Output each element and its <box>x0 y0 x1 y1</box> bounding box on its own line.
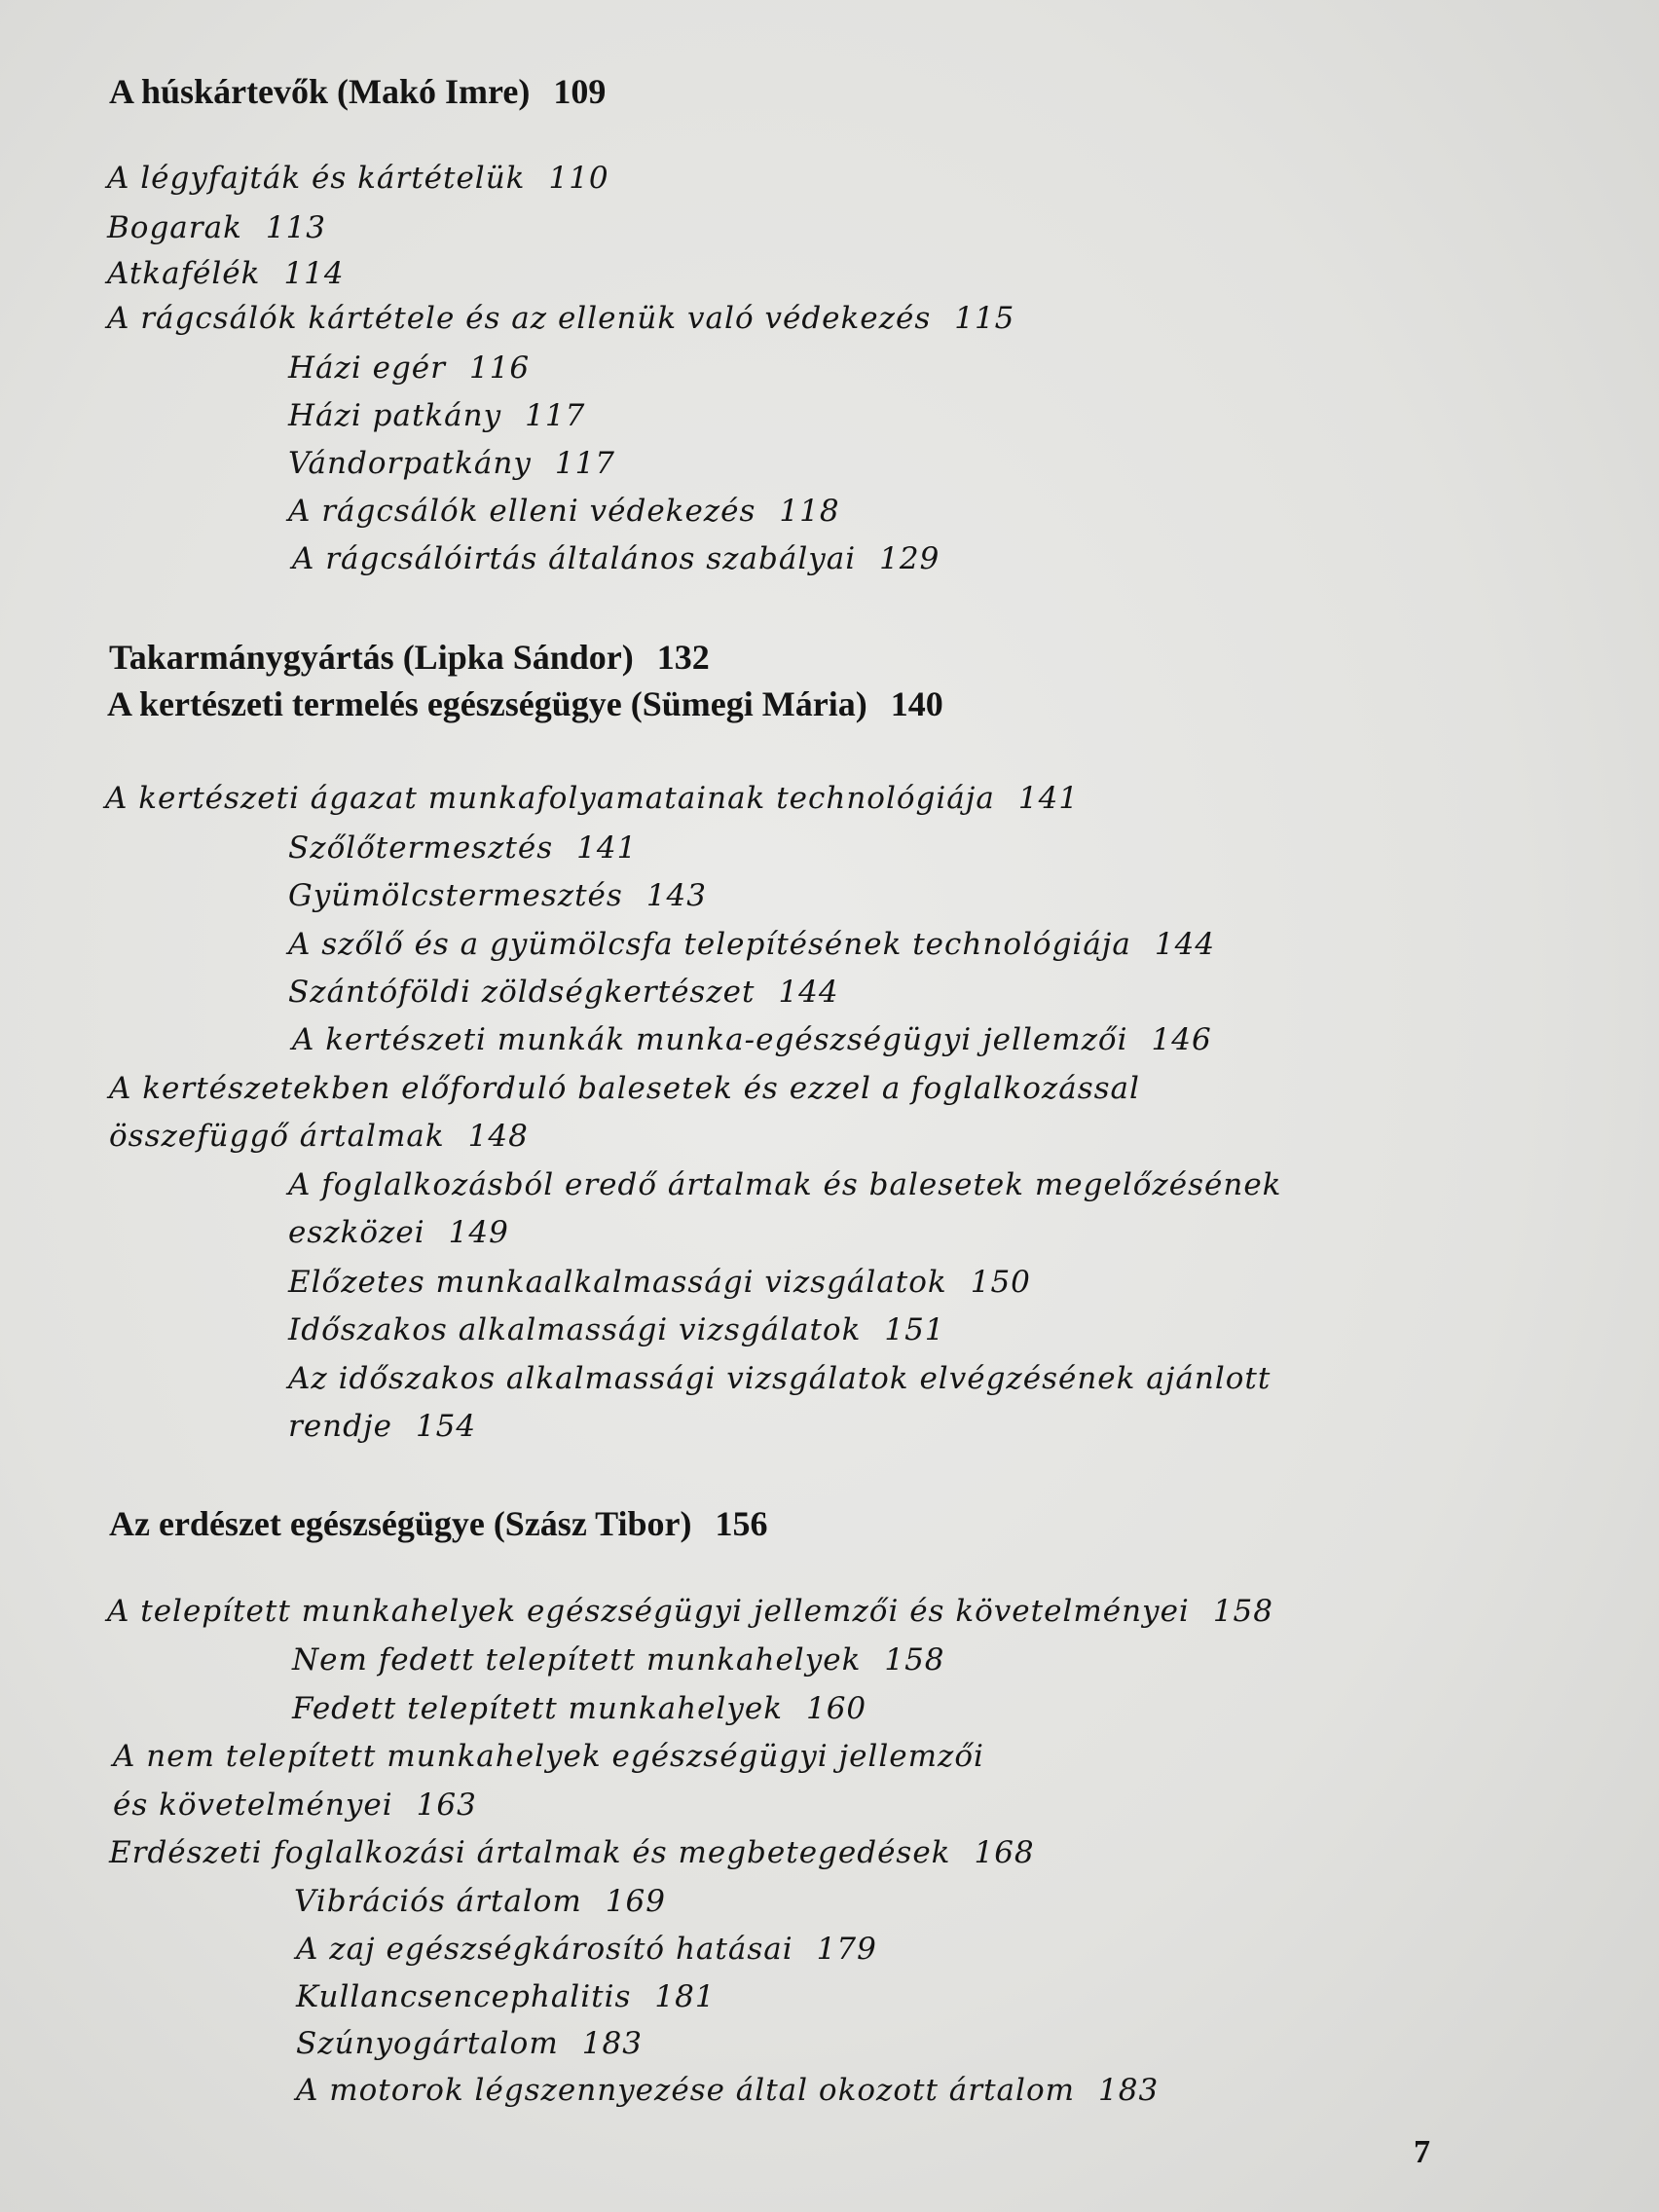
toc-page-number: 132 <box>656 638 710 677</box>
toc-subentry <box>288 494 840 529</box>
toc-subentry-line <box>288 1409 477 1444</box>
toc-entry-title: A kertészetekben előforduló balesetek és ezzel a foglalkozással <box>109 1071 1140 1106</box>
toc-entry-title: A légyfajták és kártételük <box>107 161 526 196</box>
toc-subentry-line <box>288 1215 509 1250</box>
toc-page-number: 156 <box>715 1504 768 1543</box>
toc-entry <box>105 781 1080 816</box>
toc-entry-title: Előzetes munkaalkalmassági vizsgálatok <box>288 1265 947 1300</box>
toc-entry-title: eszközei <box>288 1215 425 1250</box>
toc-subentry <box>296 2026 643 2061</box>
toc-page-number: 160 <box>805 1691 867 1726</box>
toc-subentry <box>288 398 586 433</box>
toc-page-number: 129 <box>879 541 940 576</box>
toc-subentry-line <box>288 1361 1272 1396</box>
toc-page-number: 144 <box>1154 927 1216 962</box>
toc-entry <box>107 210 327 245</box>
toc-entry-title: Az időszakos alkalmassági vizsgálatok elvégzésének ajánlott <box>288 1361 1272 1396</box>
toc-page-number: 158 <box>1212 1594 1273 1629</box>
toc-page-number: 113 <box>265 210 327 245</box>
toc-subentry <box>296 2073 1160 2108</box>
toc-heading <box>109 74 606 109</box>
toc-page-number: 168 <box>974 1835 1035 1870</box>
toc-entry-title: Szántóföldi zöldségkertészet <box>288 975 756 1010</box>
toc-page-number: 151 <box>884 1312 945 1347</box>
toc-subentry <box>292 1642 945 1677</box>
toc-subentry <box>288 977 839 1008</box>
toc-heading <box>109 640 710 675</box>
toc-entry-title: A motorok légszennyezése által okozott ártalom <box>296 2073 1076 2108</box>
toc-page-number: 115 <box>954 301 1015 336</box>
toc-subentry <box>292 1022 1212 1057</box>
toc-page-number: 163 <box>416 1788 477 1823</box>
toc-entry-title: A nem telepített munkahelyek egészségügyi jellemzői <box>113 1739 984 1774</box>
toc-page-number: 146 <box>1151 1022 1212 1057</box>
toc-page-number: 181 <box>654 1979 716 2014</box>
toc-page-number: 179 <box>816 1932 877 1967</box>
toc-page-number: 109 <box>553 72 607 111</box>
toc-entry-title: A kertészeti ágazat munkafolyamatainak technológiája <box>105 781 995 816</box>
toc-heading <box>109 1506 768 1541</box>
toc-subentry <box>288 1312 945 1347</box>
toc-page-number: 141 <box>576 830 638 866</box>
toc-entry-line <box>109 1071 1140 1106</box>
toc-page-number: 117 <box>554 446 616 481</box>
toc-entry-title: A rágcsálók kártétele és az ellenük való védekezés <box>107 301 932 336</box>
toc-page-number: 118 <box>779 494 840 529</box>
toc-subentry <box>292 1691 867 1726</box>
toc-entry-title: Erdészeti foglalkozási ártalmak és megbetegedések <box>109 1835 951 1870</box>
toc-page-number: 158 <box>884 1642 945 1677</box>
toc-entry-line <box>113 1790 477 1821</box>
toc-entry-title: A szőlő és a gyümölcsfa telepítésének technológiája <box>288 927 1131 962</box>
toc-entry-title: Kullancsencephalitis <box>296 1979 632 2014</box>
toc-page-number: 169 <box>605 1884 666 1919</box>
toc-page-number: 116 <box>468 350 531 386</box>
toc-entry-title: összefüggő ártalmak <box>109 1119 445 1154</box>
toc-page-number: 149 <box>448 1215 509 1250</box>
toc-entry <box>107 161 609 196</box>
toc-entry-title: Időszakos alkalmassági vizsgálatok <box>288 1312 862 1347</box>
toc-entry-title: Házi patkány <box>288 398 502 433</box>
toc-subentry <box>288 927 1216 962</box>
page-number: 7 <box>1414 2134 1430 2170</box>
toc-entry <box>109 1835 1035 1870</box>
toc-page-number: 117 <box>525 398 586 433</box>
toc-subentry-line <box>288 1167 1441 1202</box>
toc-page-number: 114 <box>283 256 345 291</box>
toc-page-number: 150 <box>970 1265 1031 1300</box>
toc-entry <box>107 256 345 291</box>
toc-entry <box>107 301 1015 336</box>
toc-entry-title: rendje <box>288 1409 392 1444</box>
toc-heading <box>107 686 943 721</box>
toc-entry-title: Vibrációs ártalom <box>294 1884 582 1919</box>
toc-entry-title: Bogarak <box>107 210 242 245</box>
toc-page-number: 141 <box>1017 781 1080 816</box>
toc-heading-title: Takarmánygyártás (Lipka Sándor) <box>109 638 634 677</box>
toc-subentry <box>288 878 707 913</box>
toc-page-number: 144 <box>778 975 839 1010</box>
toc-heading-title: A húskártevők (Makó Imre) <box>109 72 531 111</box>
toc-subentry <box>288 446 616 481</box>
toc-page-number: 110 <box>548 161 609 196</box>
toc-entry-title: és követelményei <box>113 1788 393 1823</box>
toc-subentry <box>294 1884 666 1919</box>
toc-entry-line <box>109 1119 529 1154</box>
toc-entry-title: A telepített munkahelyek egészségügyi jellemzői és követelményei <box>107 1594 1190 1629</box>
toc-page-number: 183 <box>581 2026 643 2061</box>
toc-subentry <box>296 1979 716 2014</box>
toc-page-number: 183 <box>1098 2073 1160 2108</box>
toc-entry-title: A rágcsálóirtás általános szabályai <box>292 541 857 576</box>
toc-entry-title: A foglalkozásból eredő ártalmak és balesetek megelőzésének <box>288 1167 1282 1202</box>
toc-subentry <box>288 830 638 866</box>
toc-entry-title: Gyümölcstermesztés <box>288 878 623 913</box>
toc-heading-title: Az erdészet egészségügye (Szász Tibor) <box>109 1504 692 1543</box>
toc-entry-title: Szőlőtermesztés <box>288 830 554 866</box>
toc-subentry <box>292 541 940 576</box>
toc-subentry <box>288 350 531 386</box>
toc-entry-title: Szúnyogártalom <box>296 2026 559 2061</box>
toc-page-number: 148 <box>467 1119 529 1154</box>
toc-subentry <box>296 1932 877 1967</box>
toc-entry <box>107 1594 1273 1629</box>
toc-entry-title: A zaj egészségkárosító hatásai <box>296 1932 793 1967</box>
toc-entry-line <box>113 1739 984 1774</box>
toc-entry-title: Fedett telepített munkahelyek <box>292 1691 783 1726</box>
toc-page-number: 140 <box>890 684 943 723</box>
toc-entry-title: Vándorpatkány <box>288 446 532 481</box>
toc-entry-title: Házi egér <box>288 350 446 386</box>
toc-entry-title: Nem fedett telepített munkahelyek <box>292 1642 862 1677</box>
toc-heading-title: A kertészeti termelés egészségügye (Sümegi Mária) <box>107 684 867 723</box>
toc-entry-title: A rágcsálók elleni védekezés <box>288 494 756 529</box>
toc-page-number: 154 <box>415 1409 477 1444</box>
toc-entry-title: Atkafélék <box>107 256 261 291</box>
toc-subentry <box>288 1265 1031 1300</box>
toc-page-number: 143 <box>645 878 707 913</box>
toc-entry-title: A kertészeti munkák munka-egészségügyi jellemzői <box>292 1022 1128 1057</box>
